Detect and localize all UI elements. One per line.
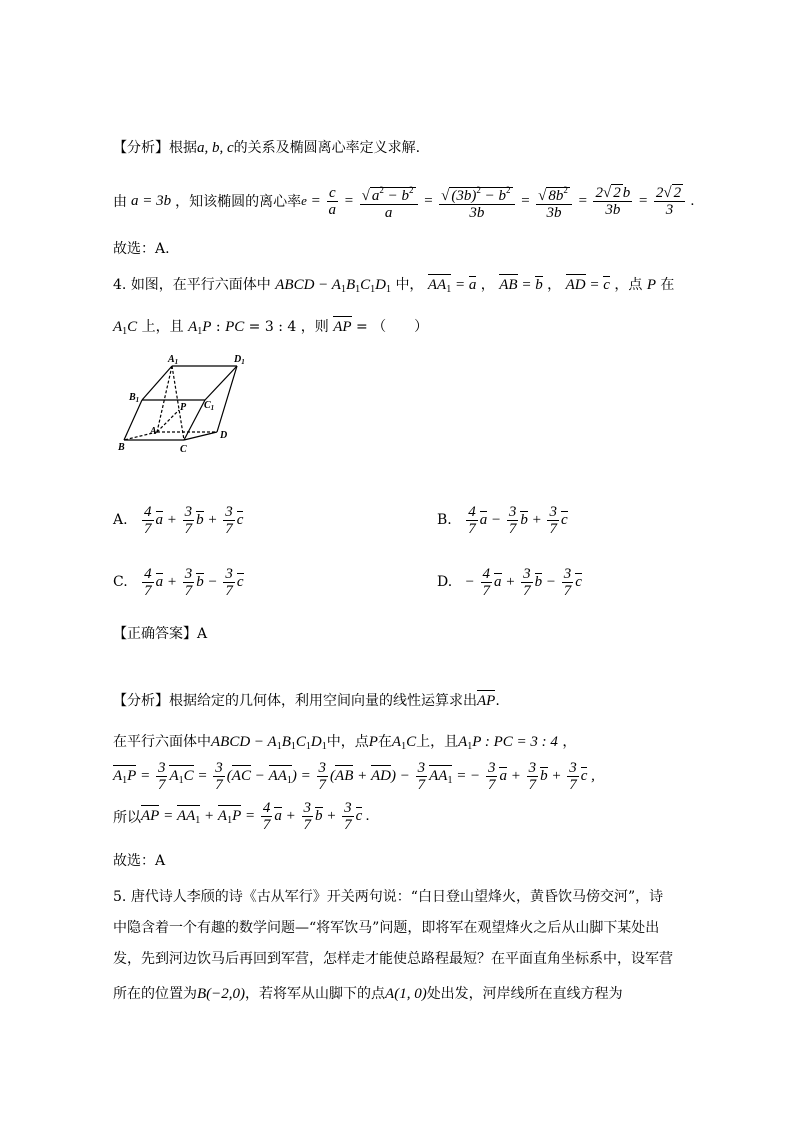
question-5-line-2: 中隐含着一个有趣的数学问题—“将军饮马”问题，即将军在观望烽火之后从山脚下某处出 <box>113 920 660 936</box>
option-a[interactable]: A. $\frac{4}{7}$ a + $\frac{3}{7}$ b + $\frac{3}{7}$ c <box>113 504 244 537</box>
question-5-line-4: 所在的位置为B(−2,0)，若将军从山脚下的点A(1, 0)处出发，河岸线所在直线方程为 <box>113 986 623 1002</box>
analysis-2: 【分析】根据给定的几何体，利用空间向量的线性运算求出AP. <box>113 693 500 709</box>
answer-1: 故选：A. <box>113 241 170 257</box>
label-D: D <box>220 430 228 441</box>
question-4-line-1: 4. 如图，在平行六面体中 ABCD − $A_1B_1C_1D_1$ 中， $AA_1 = a$ ， AB = b ， AD = c ，点 P 在 <box>113 277 675 295</box>
analysis-1: 【分析】根据a, b, c的关系及椭圆离心率定义求解. <box>113 140 421 156</box>
question-number: 4. <box>113 277 127 293</box>
solution-2-line-1: 在平行六面体中ABCD − $A_1B_1C_1D_1$中，点P在$A_1C$上，且$A_1P$ : PC = 3 : 4 ， <box>113 734 577 752</box>
question-5-line-1: 5. 唐代诗人李颀的诗《古从军行》开关两句说：“白日登山望烽火，黄昏饮马傍交河”，诗 <box>113 889 664 905</box>
label-P: P <box>180 402 187 413</box>
option-c[interactable]: C. $\frac{4}{7}$ a + $\frac{3}{7}$ b − $\frac{3}{7}$ c <box>113 566 244 599</box>
option-b[interactable]: B. $\frac{4}{7}$ a − $\frac{3}{7}$ b + $\frac{3}{7}$ c <box>437 504 568 537</box>
solution-1: 由 a = 3b ，知该椭圆的离心率 e = $\frac{c}{a}$ = $\frac{√ a^2 - b^2}{a}$ = $\frac{√ (3b)^2 - b^2}{3b}$ = $\frac{√ 8b^2}{3b}$ = $\frac{2√ 2 b}{3b}$ = $\frac{2√ 2}{3}$ . <box>113 178 695 224</box>
label-B: B <box>118 442 125 453</box>
label-D1: $D_1$ <box>234 354 245 366</box>
solution-2-line-3: 所以 AP = $AA_1 + A_1P$ = $\frac{4}{7}$ a + $\frac{3}{7}$ b + $\frac{3}{7}$ c . <box>113 800 370 833</box>
label-A: A <box>150 426 157 437</box>
label-C: C <box>180 444 187 455</box>
eccentricity-formula: e = $\frac{c}{a}$ = $\frac{√ a^2 - b^2}{a}$ = $\frac{√ (3b)^2 - b^2}{3b}$ = $\frac{√ 8b^2}{3b}$ = $\frac{2√ 2 b}{3b}$ = $\frac{2√ 2}{3}$ . <box>301 182 694 221</box>
parallelepiped-figure <box>112 352 262 456</box>
label-A1: $A_1$ <box>168 354 179 366</box>
condition: a = 3b <box>131 192 172 209</box>
label-C1: $C_1$ <box>204 400 215 412</box>
answer-2: 故选：A <box>113 853 166 869</box>
question-5-line-3: 发，先到河边饮马后再回到军营，怎样走才能使总路程最短？在平面直角坐标系中，设军营 <box>113 951 673 967</box>
solid-name: ABCD − $A_1B_1C_1D_1$ <box>275 277 391 295</box>
analysis-label: 【分析】 <box>113 140 169 156</box>
option-d[interactable]: D. − $\frac{4}{7}$ a + $\frac{3}{7}$ b − $\frac{3}{7}$ c <box>437 566 582 599</box>
solution-2-line-2: $A_1P$ = $\frac{3}{7}$ $A_1C$ = $\frac{3}{7}$ $(AC - AA_1)$ = $\frac{3}{7}$ (AB + AD) − $\frac{3}{7}$ $AA_1$ = − $\frac{3}{7}$ a + $\frac{3}{7}$ b + $\frac{3}{7}$ c , <box>113 760 595 793</box>
variables-abc: a, b, c <box>197 140 234 156</box>
question-4-line-2: $A_1C$ 上，且 $A_1P$ : PC = 3 : 4 ，则 AP = （ ） <box>113 319 429 337</box>
label-B1: $B_1$ <box>129 392 140 404</box>
correct-answer: 【正确答案】A <box>113 626 208 642</box>
